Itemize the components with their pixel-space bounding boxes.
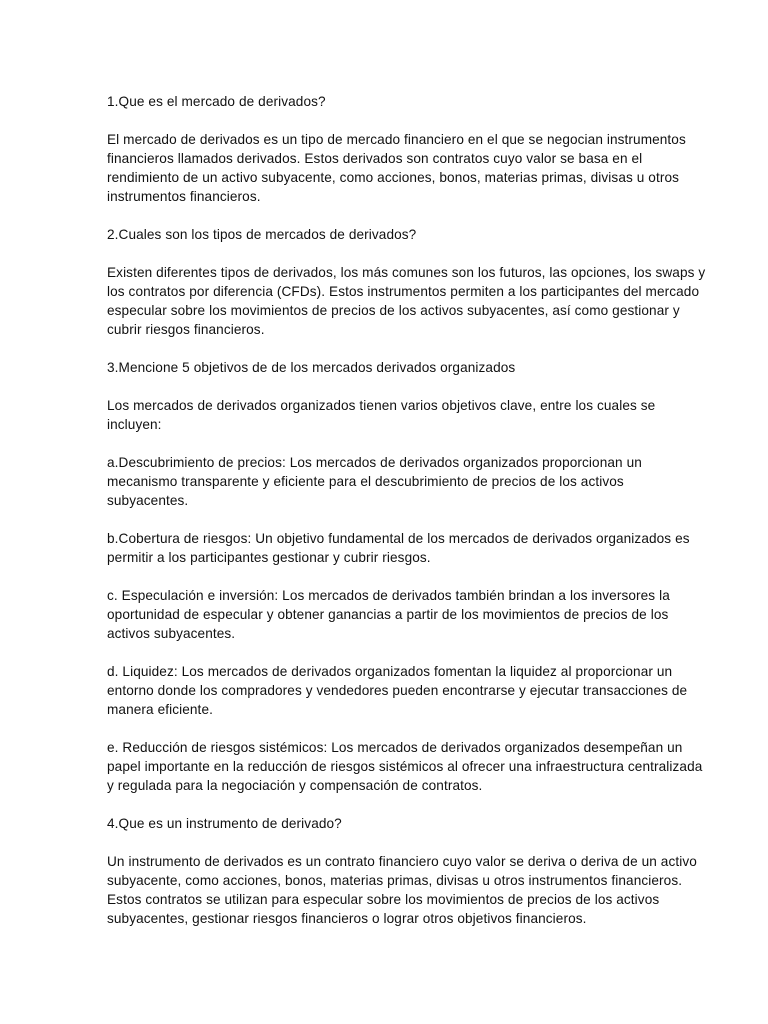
objective-item-e: e. Reducción de riesgos sistémicos: Los mercados de derivados organizados desempeñan un papel importante en la reducción de riesgos sistémicos al ofrecer una infraestructura centralizada y regulada para la negociación y compensación de contratos. [107, 740, 703, 793]
question-1-heading: 1.Que es el mercado de derivados? [107, 94, 326, 109]
question-2-heading: 2.Cuales son los tipos de mercados de derivados? [107, 227, 417, 242]
question-4-answer: Un instrumento de derivados es un contrato financiero cuyo valor se deriva o deriva de un activo subyacente, como acciones, bonos, materias primas, divisas u otros instrumentos financieros. Estos contratos se utilizan para especular sobre los movimientos de precios de los activos subyacentes, gestionar riesgos financieros o lograr otros objetivos financieros. [107, 854, 697, 926]
objective-item-c: c. Especulación e inversión: Los mercados de derivados también brindan a los inversores la oportunidad de especular y obtener ganancias a partir de los movimientos de precios de los activos subyacentes. [107, 588, 670, 641]
question-3-heading: 3.Mencione 5 objetivos de de los mercados derivados organizados [107, 360, 516, 375]
question-2-answer: Existen diferentes tipos de derivados, los más comunes son los futuros, las opciones, los swaps y los contratos por diferencia (CFDs). Estos instrumentos permiten a los participantes del mercado especular sobre los movimientos de precios de los activos subyacentes, así como gestionar y cubrir riesgos financieros. [107, 265, 706, 337]
question-3-intro: Los mercados de derivados organizados tienen varios objetivos clave, entre los cuales se incluyen: [107, 398, 656, 432]
question-1-answer: El mercado de derivados es un tipo de mercado financiero en el que se negocian instrumentos financieros llamados derivados. Estos derivados son contratos cuyo valor se basa en el rendimiento de un activo subyacente, como acciones, bonos, materias primas, divisas u otros instrumentos financieros. [107, 132, 686, 204]
objective-item-b: b.Cobertura de riesgos: Un objetivo fundamental de los mercados de derivados organizados es permitir a los participantes gestionar y cubrir riesgos. [107, 531, 690, 565]
objective-item-a: a.Descubrimiento de precios: Los mercados de derivados organizados proporcionan un mecanismo transparente y eficiente para el descubrimiento de precios de los activos subyacentes. [107, 455, 642, 508]
question-4-heading: 4.Que es un instrumento de derivado? [107, 816, 342, 831]
objective-item-d: d. Liquidez: Los mercados de derivados organizados fomentan la liquidez al proporcionar un entorno donde los compradores y vendedores pueden encontrarse y ejecutar transacciones de manera eficiente. [107, 664, 688, 717]
